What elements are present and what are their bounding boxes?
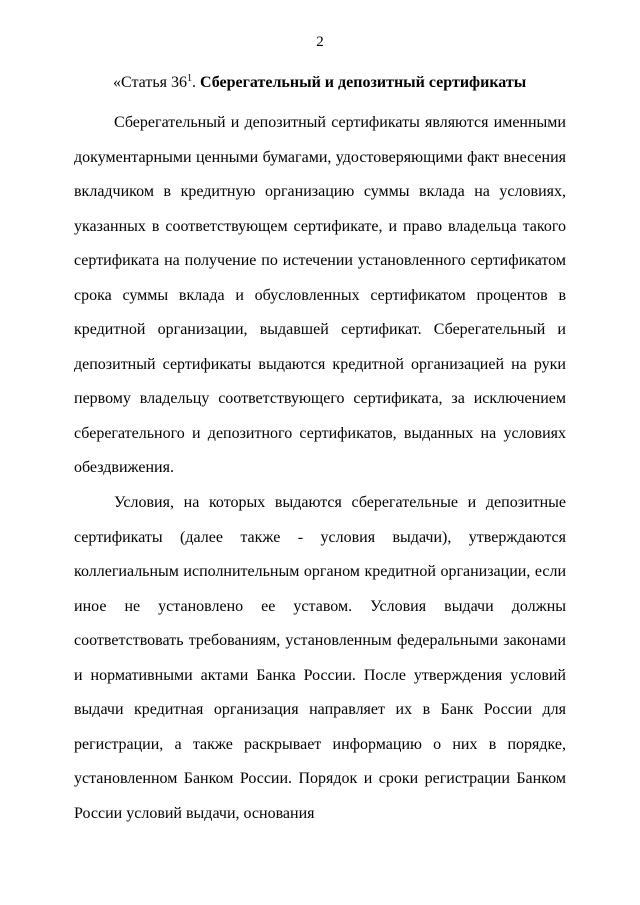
article-heading — [113, 73, 526, 92]
article-separator: . — [191, 74, 200, 91]
paragraph-2: Условия, на которых выдаются сберегательные и депозитные сертификаты (далее также - условия выдачи), утверждаются коллегиальным исполнительным органом кредитной организации, если иное не установлено ее уставом. Условия выдачи должны соответствовать требованиям, установленным федеральными законами и нормативными актами Банка России. После утверждения условий выдачи кредитная организация направляет их в Банк России для регистрации, а также раскрывает информацию о них в порядке, установленном Банком России. Порядок и сроки регистрации Банком России условий выдачи, основания — [74, 494, 566, 822]
article-title: Сберегательный и депозитный сертификаты — [199, 74, 527, 91]
page-number: 2 — [316, 34, 324, 50]
article-superscript: 1 — [186, 73, 192, 84]
article-prefix: «Статья 36 — [113, 74, 187, 91]
paragraph-1: Сберегательный и депозитный сертификаты являются именными документарными ценными бумагами, удостоверяющими факт внесения вкладчиком в кредитную организацию суммы вклада на условиях, указанных в соответствующем сертификате, и право владельца такого сертификата на получение по истечении установленного сертификатом срока суммы вклада и обусловленных сертификатом процентов в кредитной организации, выдавшей сертификат. Сберегательный и депозитный сертификаты выдаются кредитной организацией на руки первому владельцу соответствующего сертификата, за исключением сберегательного и депозитного сертификатов, выданных на условиях обездвижения. — [74, 114, 566, 476]
